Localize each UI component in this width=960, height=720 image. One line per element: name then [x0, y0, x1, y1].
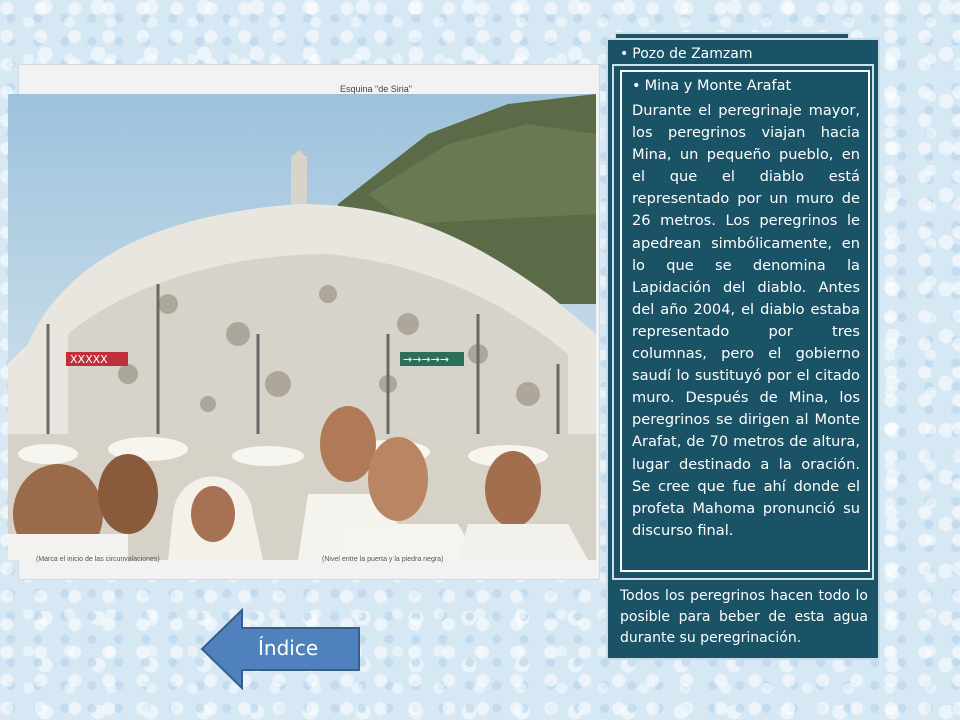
photo-label-top: Esquina "de Siria" — [340, 84, 412, 94]
zamzam-title: • Pozo de Zamzam — [620, 46, 753, 62]
mina-arafat-card — [620, 70, 870, 572]
svg-text:XXXXX: XXXXX — [70, 353, 108, 366]
index-button[interactable] — [200, 608, 362, 690]
zamzam-body: Todos los peregrinos hacen todo lo posible para beber de esta agua durante su peregrinación. — [620, 588, 868, 646]
mina-body: Durante el peregrinaje mayor, los peregrinos viajan hacia Mina, un pequeño pueblo, en el que el diablo está representado por un muro de 26 metros. Los peregrinos le apedrean simbólicamente, en lo que se denomina la Lapidación del diablo. Antes del año 2004, el diablo estaba representado por tres columnas, pero el gobierno saudí lo sustituyó por el citado muro. Después de Mina, los peregrinos se dirigen al Monte Arafat, de 70 metros de altura, lugar destinado a la oración. Se cree que fue ahí donde el profeta Mahoma pronunció su discurso final. — [632, 102, 860, 539]
photo-caption-left: (Marca el inicio de las circunvalaciones) — [36, 556, 160, 563]
mina-title-text: Mina y Monte Arafat — [644, 78, 792, 94]
mina-title: • Mina y Monte Arafat — [632, 78, 792, 94]
photo-caption-right: (Nivel entre la puerta y la piedra negra) — [322, 556, 444, 563]
mount-arafat-photo — [8, 94, 596, 560]
pilgrims-photo-illustration — [8, 94, 596, 560]
svg-text:→→→→→: →→→→→ — [403, 353, 450, 366]
index-label: Índice — [258, 636, 319, 660]
zamzam-title-text: Pozo de Zamzam — [632, 46, 753, 62]
